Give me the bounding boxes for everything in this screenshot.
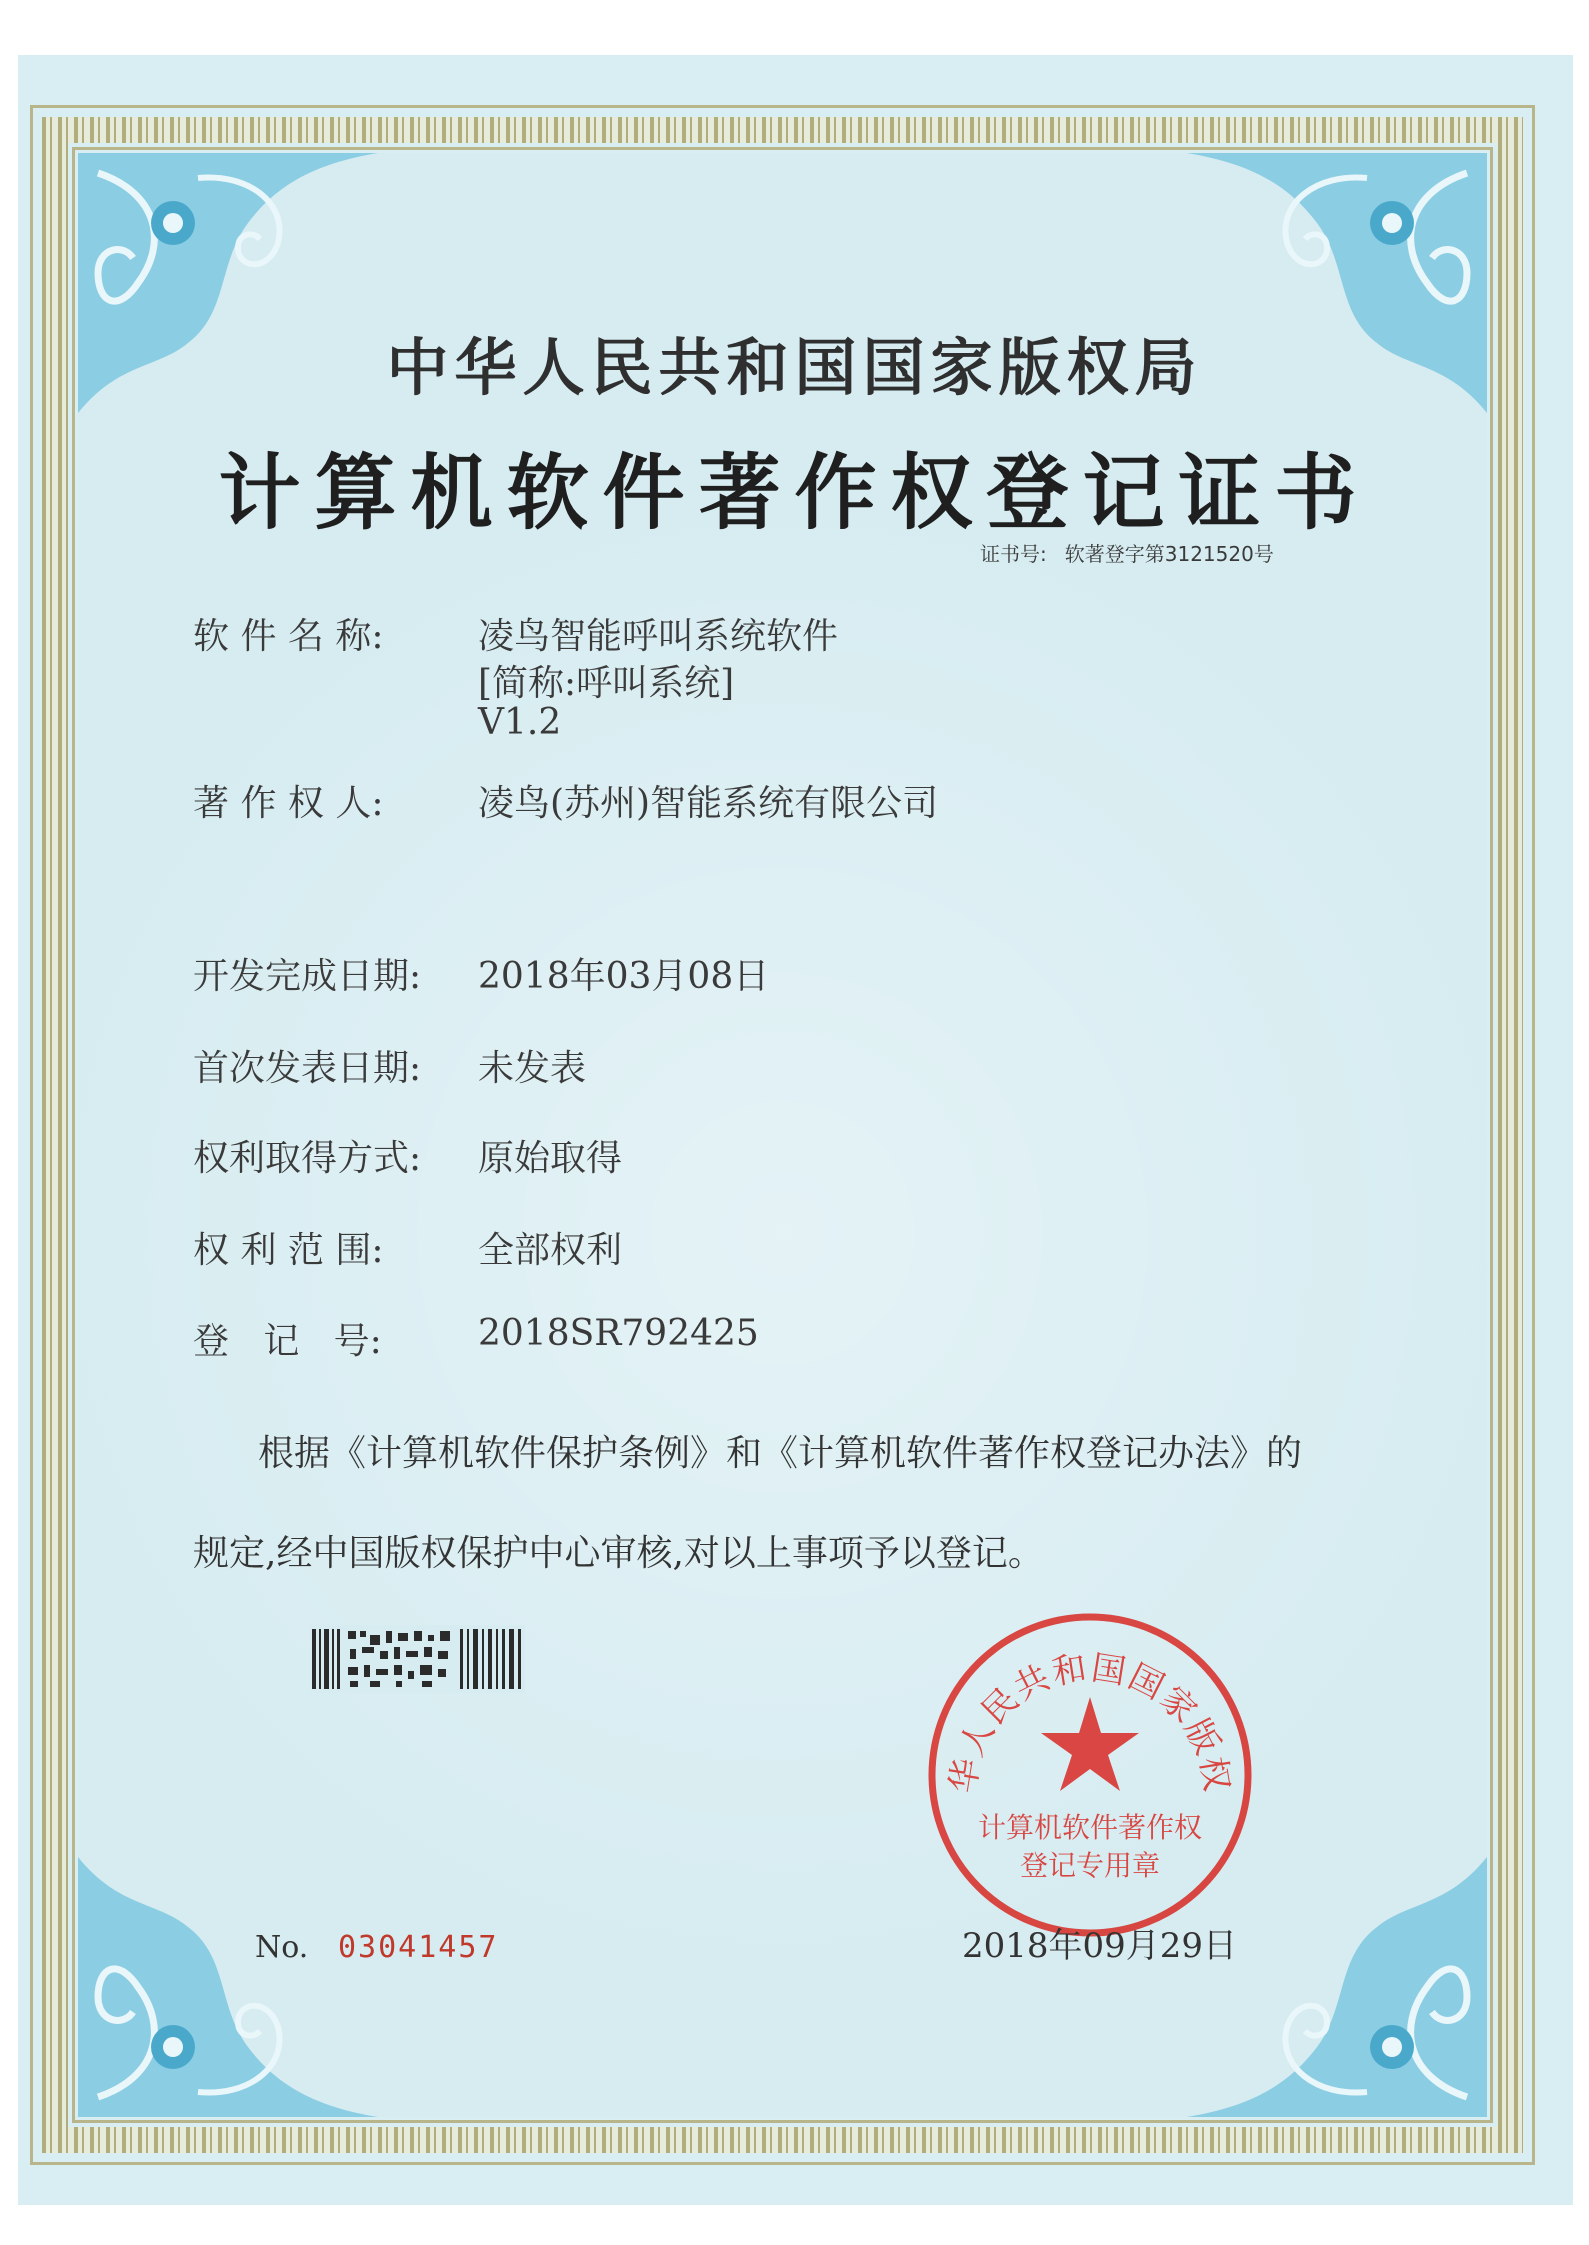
corner-ornament-top-left [78, 153, 378, 453]
field-value-copyright-owner: 凌鸟(苏州)智能系统有限公司 [478, 783, 939, 824]
field-value-software-version: V1.2 [478, 702, 562, 743]
statement-line-2: 规定,经中国版权保护中心审核,对以上事项予以登记。 [193, 1533, 1044, 1574]
field-value-first-publication-date: 未发表 [478, 1048, 587, 1089]
issue-date: 2018年09月29日 [962, 1926, 1238, 1966]
corner-ornament-top-right [1187, 153, 1487, 453]
field-label-registration-number: 登 记 号: [193, 1321, 382, 1362]
field-label-acquisition-method: 权利取得方式: [193, 1138, 422, 1179]
field-value-software-name: 凌鸟智能呼叫系统软件 [478, 616, 839, 657]
field-label-first-publication-date: 首次发表日期: [193, 1048, 422, 1089]
field-label-copyright-owner: 著 作 权 人: [193, 783, 384, 824]
field-value-acquisition-method: 原始取得 [478, 1138, 623, 1179]
field-value-registration-number: 2018SR792425 [478, 1313, 759, 1354]
seal-inner-line-1: 计算机软件著作权 [977, 1811, 1203, 1844]
certificate-number-label: 证书号: [980, 542, 1047, 566]
issuing-authority: 中华人民共和国国家版权局 [386, 331, 1203, 404]
field-label-software-name: 软 件 名 称: [193, 616, 384, 657]
official-seal [920, 1605, 1260, 1945]
field-label-completion-date: 开发完成日期: [193, 956, 422, 997]
field-value-rights-scope: 全部权利 [478, 1230, 623, 1271]
barcode-image [310, 1625, 525, 1693]
certificate-number [980, 538, 1292, 567]
seal-outer-text: 华人民共和国国家版权 [942, 1647, 1238, 1796]
field-label-rights-scope: 权 利 范 围: [193, 1230, 384, 1271]
field-value-software-short-name: [简称:呼叫系统] [478, 663, 735, 704]
corner-ornament-bottom-left [78, 1817, 378, 2117]
statement-line-1: 根据《计算机软件保护条例》和《计算机软件著作权登记办法》的 [258, 1433, 1303, 1474]
certificate-title: 计算机软件著作权登记证书 [218, 445, 1371, 541]
certificate-number-value: 软著登字第3121520号 [1064, 542, 1274, 566]
field-value-completion-date: 2018年03月08日 [478, 956, 770, 997]
serial-number-label: No. [255, 1930, 309, 1965]
seal-inner-line-2: 登记专用章 [1019, 1849, 1161, 1882]
serial-number-value: 03041457 [338, 1930, 499, 1965]
